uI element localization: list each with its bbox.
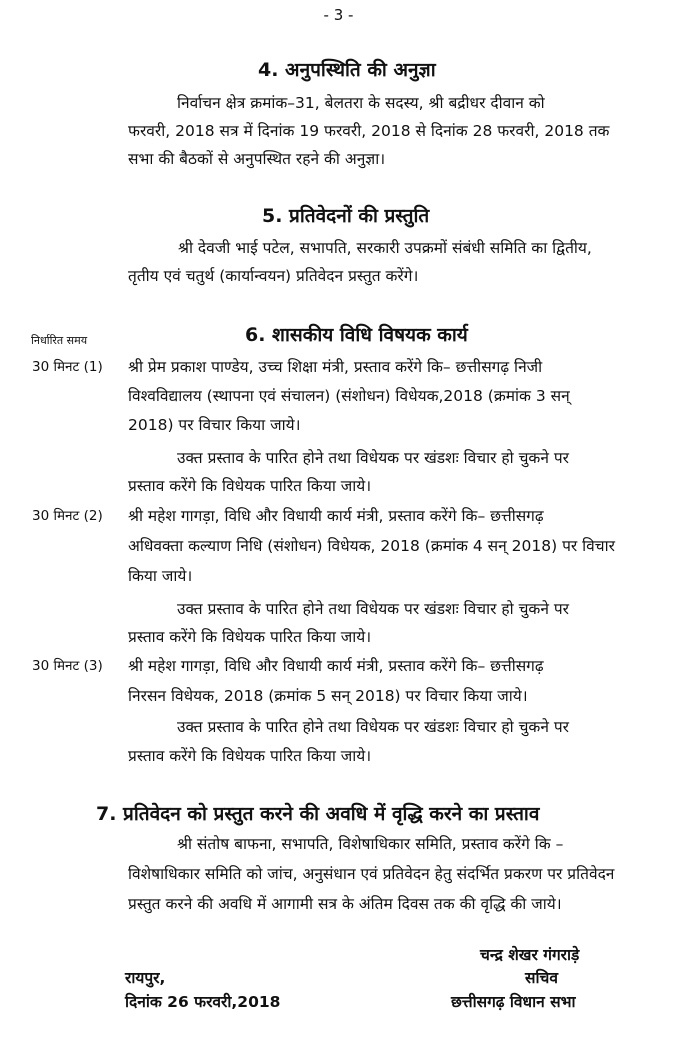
item-line: श्री महेश गागड़ा, विधि और विधायी कार्य मंत्री, प्रस्ताव करेंगे कि– छत्तीसगढ़	[128, 507, 544, 525]
date: दिनांक 26 फरवरी,2018	[125, 993, 281, 1011]
item-followup-line: प्रस्ताव करेंगे कि विधेयक पारित किया जाये।	[128, 628, 372, 646]
section-7-line: विशेषाधिकार समिति को जांच, अनुसंधान एवं प्रतिवेदन हेतु संदर्भित प्रकरण पर प्रतिवेदन	[128, 865, 615, 883]
section-4-line: सभा की बैठकों से अनुपस्थित रहने की अनुज्ञा।	[128, 150, 386, 168]
page-number: - 3 -	[323, 6, 354, 24]
time-allocation: 30 मिनट (3)	[32, 658, 103, 674]
item-line: अधिवक्ता कल्याण निधि (संशोधन) विधेयक, 2018 (क्रमांक 4 सन् 2018) पर विचार	[128, 537, 615, 555]
time-allocation: 30 मिनट (2)	[32, 508, 103, 524]
section-7-line: प्रस्तुत करने की अवधि में आगामी सत्र के अंतिम दिवस तक की वृद्धि की जाये।	[128, 895, 562, 913]
section-5-line: तृतीय एवं चतुर्थ (कार्यान्वयन) प्रतिवेदन प्रस्तुत करेंगे।	[128, 267, 419, 285]
item-line: श्री प्रेम प्रकाश पाण्डेय, उच्च शिक्षा मंत्री, प्रस्ताव करेंगे कि– छत्तीसगढ़ निजी	[128, 358, 543, 376]
signatory-name: चन्द्र शेखर गंगराड़े	[480, 946, 580, 964]
item-followup-line: उक्त प्रस्ताव के पारित होने तथा विधेयक पर खंडशः विचार हो चुकने पर	[177, 718, 570, 736]
item-line: किया जाये।	[128, 567, 193, 585]
section-5-line: श्री देवजी भाई पटेल, सभापति, सरकारी उपक्रमों संबंधी समिति का द्वितीय,	[178, 239, 592, 257]
section-7-heading: 7. प्रतिवेदन को प्रस्तुत करने की अवधि में वृद्धि करने का प्रस्ताव	[96, 803, 540, 825]
item-line: 2018) पर विचार किया जाये।	[128, 416, 301, 434]
item-followup-line: प्रस्ताव करेंगे कि विधेयक पारित किया जाये।	[128, 477, 372, 495]
section-6-heading: 6. शासकीय विधि विषयक कार्य	[245, 324, 468, 346]
item-line: विश्वविद्यालय (स्थापना एवं संचालन) (संशोधन) विधेयक,2018 (क्रमांक 3 सन्	[128, 387, 570, 405]
section-7-line: श्री संतोष बाफना, सभापति, विशेषाधिकार समिति, प्रस्ताव करेंगे कि –	[177, 835, 564, 853]
section-4-heading: 4. अनुपस्थिति की अनुज्ञा	[258, 59, 436, 81]
time-allocation: 30 मिनट (1)	[32, 359, 103, 375]
section-4-line: फरवरी, 2018 सत्र में दिनांक 19 फरवरी, 2018 से दिनांक 28 फरवरी, 2018 तक	[128, 122, 610, 140]
place: रायपुर,	[125, 969, 166, 987]
item-followup-line: उक्त प्रस्ताव के पारित होने तथा विधेयक पर खंडशः विचार हो चुकने पर	[177, 600, 570, 618]
section-5-heading: 5. प्रतिवेदनों की प्रस्तुति	[262, 205, 430, 227]
scheduled-time-label: निर्धारित समय	[31, 334, 88, 347]
item-followup-line: प्रस्ताव करेंगे कि विधेयक पारित किया जाये।	[128, 747, 372, 765]
section-4-line: निर्वाचन क्षेत्र क्रमांक–31, बेलतरा के सदस्य, श्री बद्रीधर दीवान को	[177, 94, 545, 112]
item-followup-line: उक्त प्रस्ताव के पारित होने तथा विधेयक पर खंडशः विचार हो चुकने पर	[177, 449, 570, 467]
item-line: निरसन विधेयक, 2018 (क्रमांक 5 सन् 2018) पर विचार किया जाये।	[128, 687, 528, 705]
signatory-title: सचिव	[525, 969, 558, 987]
signatory-org: छत्तीसगढ़ विधान सभा	[451, 993, 576, 1011]
item-line: श्री महेश गागड़ा, विधि और विधायी कार्य मंत्री, प्रस्ताव करेंगे कि– छत्तीसगढ़	[128, 657, 544, 675]
